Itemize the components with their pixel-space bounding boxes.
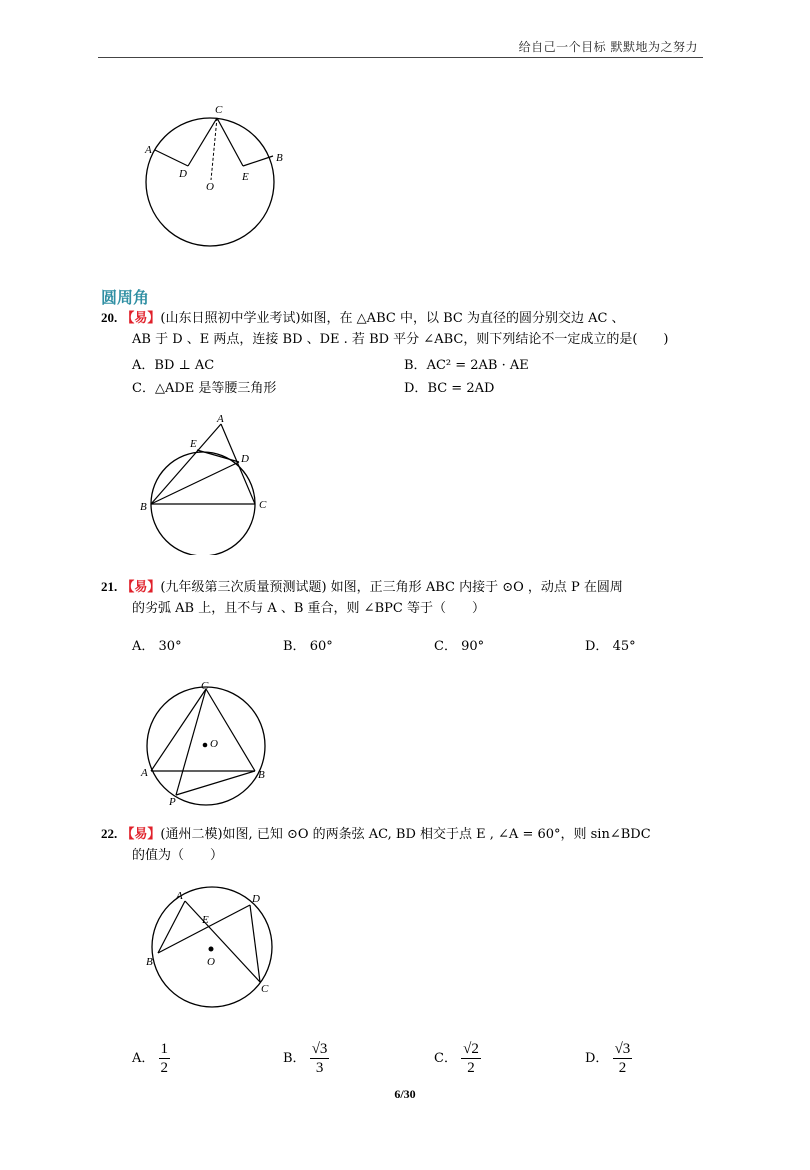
header-divider bbox=[98, 57, 703, 58]
label-a: A bbox=[176, 890, 183, 902]
q20-line1 bbox=[101, 308, 625, 329]
q22-stem-line1: (通州二模)如图, 已知 ⊙O 的两条弦 AC, BD 相交于点 E , ∠A = 60°，则 sin∠BDC bbox=[160, 827, 651, 842]
q22-stem-line2: 的值为（ ） bbox=[132, 848, 224, 863]
label-b: B bbox=[276, 152, 283, 164]
q22-difficulty-tag: 【易】 bbox=[121, 827, 161, 842]
label-e: E bbox=[202, 914, 209, 926]
label-a: A bbox=[145, 144, 152, 156]
section-title: 圆周角 bbox=[101, 288, 150, 307]
q20-option-d[interactable]: D．BC = 2AD bbox=[404, 381, 495, 396]
q22-option-a[interactable]: A． $\frac{1}{2}$ bbox=[132, 1041, 169, 1076]
chord-bd bbox=[158, 905, 250, 953]
q20-option-c[interactable]: C．△ADE 是等腰三角形 bbox=[132, 381, 277, 396]
q20-number: 20. bbox=[101, 310, 118, 325]
segment-ca bbox=[151, 689, 206, 771]
q21-option-b[interactable]: B． 60° bbox=[283, 639, 333, 654]
segment-dc bbox=[250, 905, 260, 982]
label-c: C bbox=[261, 983, 269, 995]
figure-top-circle bbox=[140, 100, 290, 250]
segment-cb bbox=[206, 689, 255, 771]
segment-cp bbox=[176, 689, 206, 795]
q20-option-a[interactable]: A．BD ⊥ AC bbox=[132, 358, 215, 373]
q21-line1 bbox=[101, 577, 623, 598]
label-a: A bbox=[217, 413, 224, 425]
label-c: C bbox=[201, 680, 209, 692]
header-motto: 给自己一个目标 默默地为之努力 bbox=[518, 40, 698, 54]
q21-option-d[interactable]: D． 45° bbox=[585, 639, 636, 654]
label-e: E bbox=[190, 438, 197, 450]
q21-stem-line1: (九年级第三次质量预测试题) 如图，正三角形 ABC 内接于 ⊙O ，动点 P 在圆周 bbox=[160, 580, 623, 595]
q22-option-d-fraction: $\frac{√3}{2}$ bbox=[614, 1041, 631, 1076]
label-d: D bbox=[179, 168, 187, 180]
label-o: O bbox=[210, 738, 218, 750]
q22-option-c[interactable]: C． $\frac{√2}{2}$ bbox=[434, 1041, 479, 1076]
q21-option-c[interactable]: C． 90° bbox=[434, 639, 485, 654]
label-c: C bbox=[259, 499, 267, 511]
q21-stem-line2: 的劣弧 AB 上，且不与 A 、B 重合，则 ∠BPC 等于（ ） bbox=[132, 601, 485, 616]
chord-ac bbox=[185, 901, 260, 982]
center-o-dot bbox=[209, 947, 214, 952]
label-o: O bbox=[206, 181, 214, 193]
segment-ba bbox=[151, 424, 221, 504]
q22-option-c-fraction: $\frac{√2}{2}$ bbox=[463, 1041, 479, 1076]
q21-figure bbox=[138, 678, 273, 808]
q21-difficulty-tag: 【易】 bbox=[121, 580, 161, 595]
segment-bd bbox=[151, 462, 239, 504]
q22-option-a-fraction: $\frac{1}{2}$ bbox=[160, 1041, 169, 1076]
label-b: B bbox=[140, 501, 147, 513]
label-d: D bbox=[241, 453, 249, 465]
q22-option-b[interactable]: B． $\frac{√3}{3}$ bbox=[283, 1041, 328, 1076]
q20-option-b[interactable]: B．AC² = 2AB · AE bbox=[404, 358, 529, 373]
q22-figure bbox=[140, 885, 280, 1015]
label-p: P bbox=[169, 796, 176, 808]
segment-ac bbox=[221, 424, 255, 504]
label-a: A bbox=[141, 767, 148, 779]
label-c: C bbox=[215, 104, 223, 116]
label-o: O bbox=[207, 956, 215, 968]
q20-difficulty-tag: 【易】 bbox=[121, 311, 161, 326]
q22-option-b-fraction: $\frac{√3}{3}$ bbox=[311, 1041, 328, 1076]
q22-line1 bbox=[101, 824, 651, 845]
q22-number: 22. bbox=[101, 826, 118, 841]
q20-stem-line1: (山东日照初中学业考试)如图，在 △ABC 中，以 BC 为直径的圆分别交边 AC 、 bbox=[160, 311, 625, 326]
q21-option-a[interactable]: A． 30° bbox=[132, 639, 182, 654]
label-d: D bbox=[252, 893, 260, 905]
q20-stem-line2: AB 于 D 、E 两点，连接 BD 、DE . 若 BD 平分 ∠ABC，则下列结论不一定成立的是( ) bbox=[132, 332, 669, 347]
segment-eb bbox=[243, 156, 273, 166]
label-b: B bbox=[146, 956, 153, 968]
label-b: B bbox=[258, 769, 265, 781]
chord-ad bbox=[155, 150, 188, 166]
label-e: E bbox=[242, 171, 249, 183]
q22-option-d[interactable]: D． $\frac{√3}{2}$ bbox=[585, 1041, 631, 1076]
page-number: 6/30 bbox=[394, 1087, 416, 1101]
q21-number: 21. bbox=[101, 579, 118, 594]
segment-ab bbox=[158, 901, 185, 953]
center-o-dot bbox=[203, 743, 208, 748]
q20-figure bbox=[135, 410, 275, 555]
